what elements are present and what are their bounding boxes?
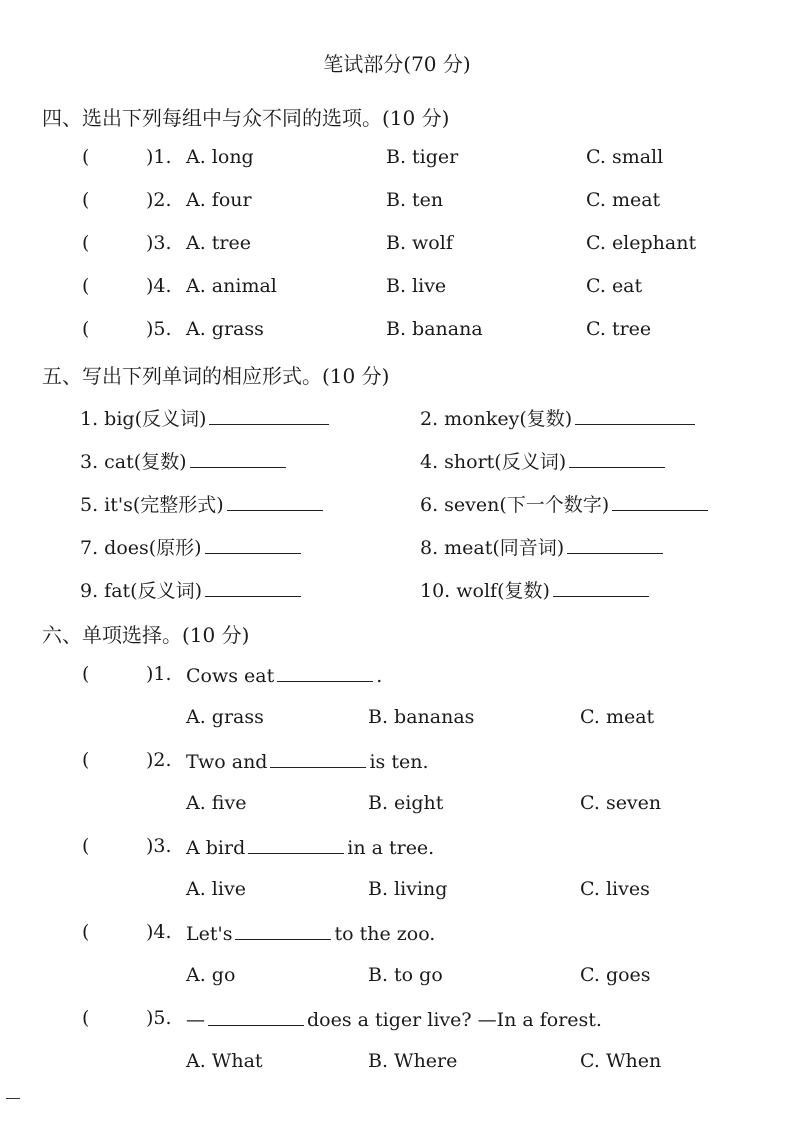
option-c: C. elephant <box>586 232 697 254</box>
option-a: A. tree <box>186 232 252 254</box>
option-a: A. grass <box>186 706 264 728</box>
s5-item-3 <box>80 447 289 474</box>
section-5-heading: 五、写出下列单词的相应形式。(10 分) <box>42 364 390 388</box>
answer-paren: ( <box>82 275 90 297</box>
option-a: A. five <box>186 792 247 814</box>
question-number: )4. <box>146 921 172 943</box>
question-number: )5. <box>146 1007 172 1029</box>
answer-paren: ( <box>82 232 90 254</box>
word-prompt: 10. wolf(复数) <box>420 580 550 602</box>
answer-blank[interactable] <box>277 663 373 682</box>
option-c: C. seven <box>580 792 662 814</box>
answer-paren: ( <box>82 749 90 771</box>
s5-item-1 <box>80 404 332 431</box>
answer-blank[interactable] <box>227 492 323 511</box>
option-b: B. living <box>368 878 448 900</box>
answer-paren: ( <box>82 318 90 340</box>
option-b: B. live <box>386 275 447 297</box>
word-prompt: 5. it's(完整形式) <box>80 494 224 516</box>
question-stem <box>186 835 434 859</box>
option-c: C. meat <box>586 189 661 211</box>
s5-item-5 <box>80 490 326 517</box>
option-c: C. tree <box>586 318 652 340</box>
answer-paren: ( <box>82 663 90 685</box>
answer-blank[interactable] <box>567 535 663 554</box>
option-b: B. ten <box>386 189 444 211</box>
option-a: A. live <box>186 878 246 900</box>
option-c: C. When <box>580 1050 662 1072</box>
question-number: )2. <box>146 189 172 211</box>
word-prompt: 3. cat(复数) <box>80 451 187 473</box>
question-number: )3. <box>146 835 172 857</box>
stem-before: Two and <box>186 751 268 773</box>
s5-item-8 <box>420 533 666 560</box>
s5-item-4 <box>420 447 668 474</box>
option-b: B. banana <box>386 318 483 340</box>
answer-blank[interactable] <box>612 492 708 511</box>
stem-after: in a tree. <box>347 837 435 859</box>
stem-after: is ten. <box>369 751 429 773</box>
question-stem <box>186 1007 602 1031</box>
answer-paren: ( <box>82 921 90 943</box>
word-prompt: 8. meat(同音词) <box>420 537 565 559</box>
question-number: )5. <box>146 318 172 340</box>
answer-paren: ( <box>82 1007 90 1029</box>
question-stem <box>186 749 429 773</box>
word-prompt: 6. seven(下一个数字) <box>420 494 610 516</box>
stem-before: Let's <box>186 923 233 945</box>
answer-blank[interactable] <box>190 449 286 468</box>
option-b: B. bananas <box>368 706 475 728</box>
option-c: C. goes <box>580 964 651 986</box>
word-prompt: 1. big(反义词) <box>80 408 207 430</box>
option-a: A. go <box>186 964 236 986</box>
option-a: A. four <box>186 189 252 211</box>
word-prompt: 7. does(原形) <box>80 537 202 559</box>
question-number: )4. <box>146 275 172 297</box>
question-number: )1. <box>146 663 172 685</box>
question-number: )1. <box>146 146 172 168</box>
stem-after: . <box>376 665 383 687</box>
option-a: A. What <box>186 1050 263 1072</box>
option-a: A. long <box>186 146 254 168</box>
answer-blank[interactable] <box>270 749 366 768</box>
page-edge-mark <box>6 1098 20 1099</box>
page-title: 笔试部分(70 分) <box>323 52 471 76</box>
option-c: C. meat <box>580 706 655 728</box>
s5-item-10 <box>420 576 652 603</box>
question-stem <box>186 921 435 945</box>
option-b: B. to go <box>368 964 443 986</box>
answer-blank[interactable] <box>569 449 665 468</box>
word-prompt: 9. fat(反义词) <box>80 580 202 602</box>
answer-paren: ( <box>82 835 90 857</box>
option-a: A. grass <box>186 318 264 340</box>
question-number: )3. <box>146 232 172 254</box>
stem-after: does a tiger live? —In a forest. <box>307 1009 602 1031</box>
word-prompt: 2. monkey(复数) <box>420 408 573 430</box>
option-c: C. lives <box>580 878 650 900</box>
answer-blank[interactable] <box>208 1007 304 1026</box>
s5-item-2 <box>420 404 698 431</box>
answer-paren: ( <box>82 146 90 168</box>
word-prompt: 4. short(反义词) <box>420 451 567 473</box>
answer-blank[interactable] <box>248 835 344 854</box>
s5-item-6 <box>420 490 711 517</box>
answer-blank[interactable] <box>209 406 329 425</box>
question-number: )2. <box>146 749 172 771</box>
stem-before: Cows eat <box>186 665 275 687</box>
option-b: B. wolf <box>386 232 453 254</box>
s5-item-9 <box>80 576 304 603</box>
option-b: B. eight <box>368 792 444 814</box>
answer-blank[interactable] <box>235 921 331 940</box>
stem-after: to the zoo. <box>334 923 436 945</box>
option-c: C. eat <box>586 275 643 297</box>
s5-item-7 <box>80 533 304 560</box>
answer-paren: ( <box>82 189 90 211</box>
option-a: A. animal <box>186 275 277 297</box>
question-stem <box>186 663 382 687</box>
answer-blank[interactable] <box>553 578 649 597</box>
section-6-heading: 六、单项选择。(10 分) <box>42 623 250 647</box>
option-c: C. small <box>586 146 664 168</box>
answer-blank[interactable] <box>205 578 301 597</box>
section-4-heading: 四、选出下列每组中与众不同的选项。(10 分) <box>42 106 450 130</box>
stem-before: A bird <box>186 837 246 859</box>
option-b: B. tiger <box>386 146 459 168</box>
answer-blank[interactable] <box>205 535 301 554</box>
answer-blank[interactable] <box>575 406 695 425</box>
option-b: B. Where <box>368 1050 458 1072</box>
stem-before: — <box>186 1009 205 1031</box>
